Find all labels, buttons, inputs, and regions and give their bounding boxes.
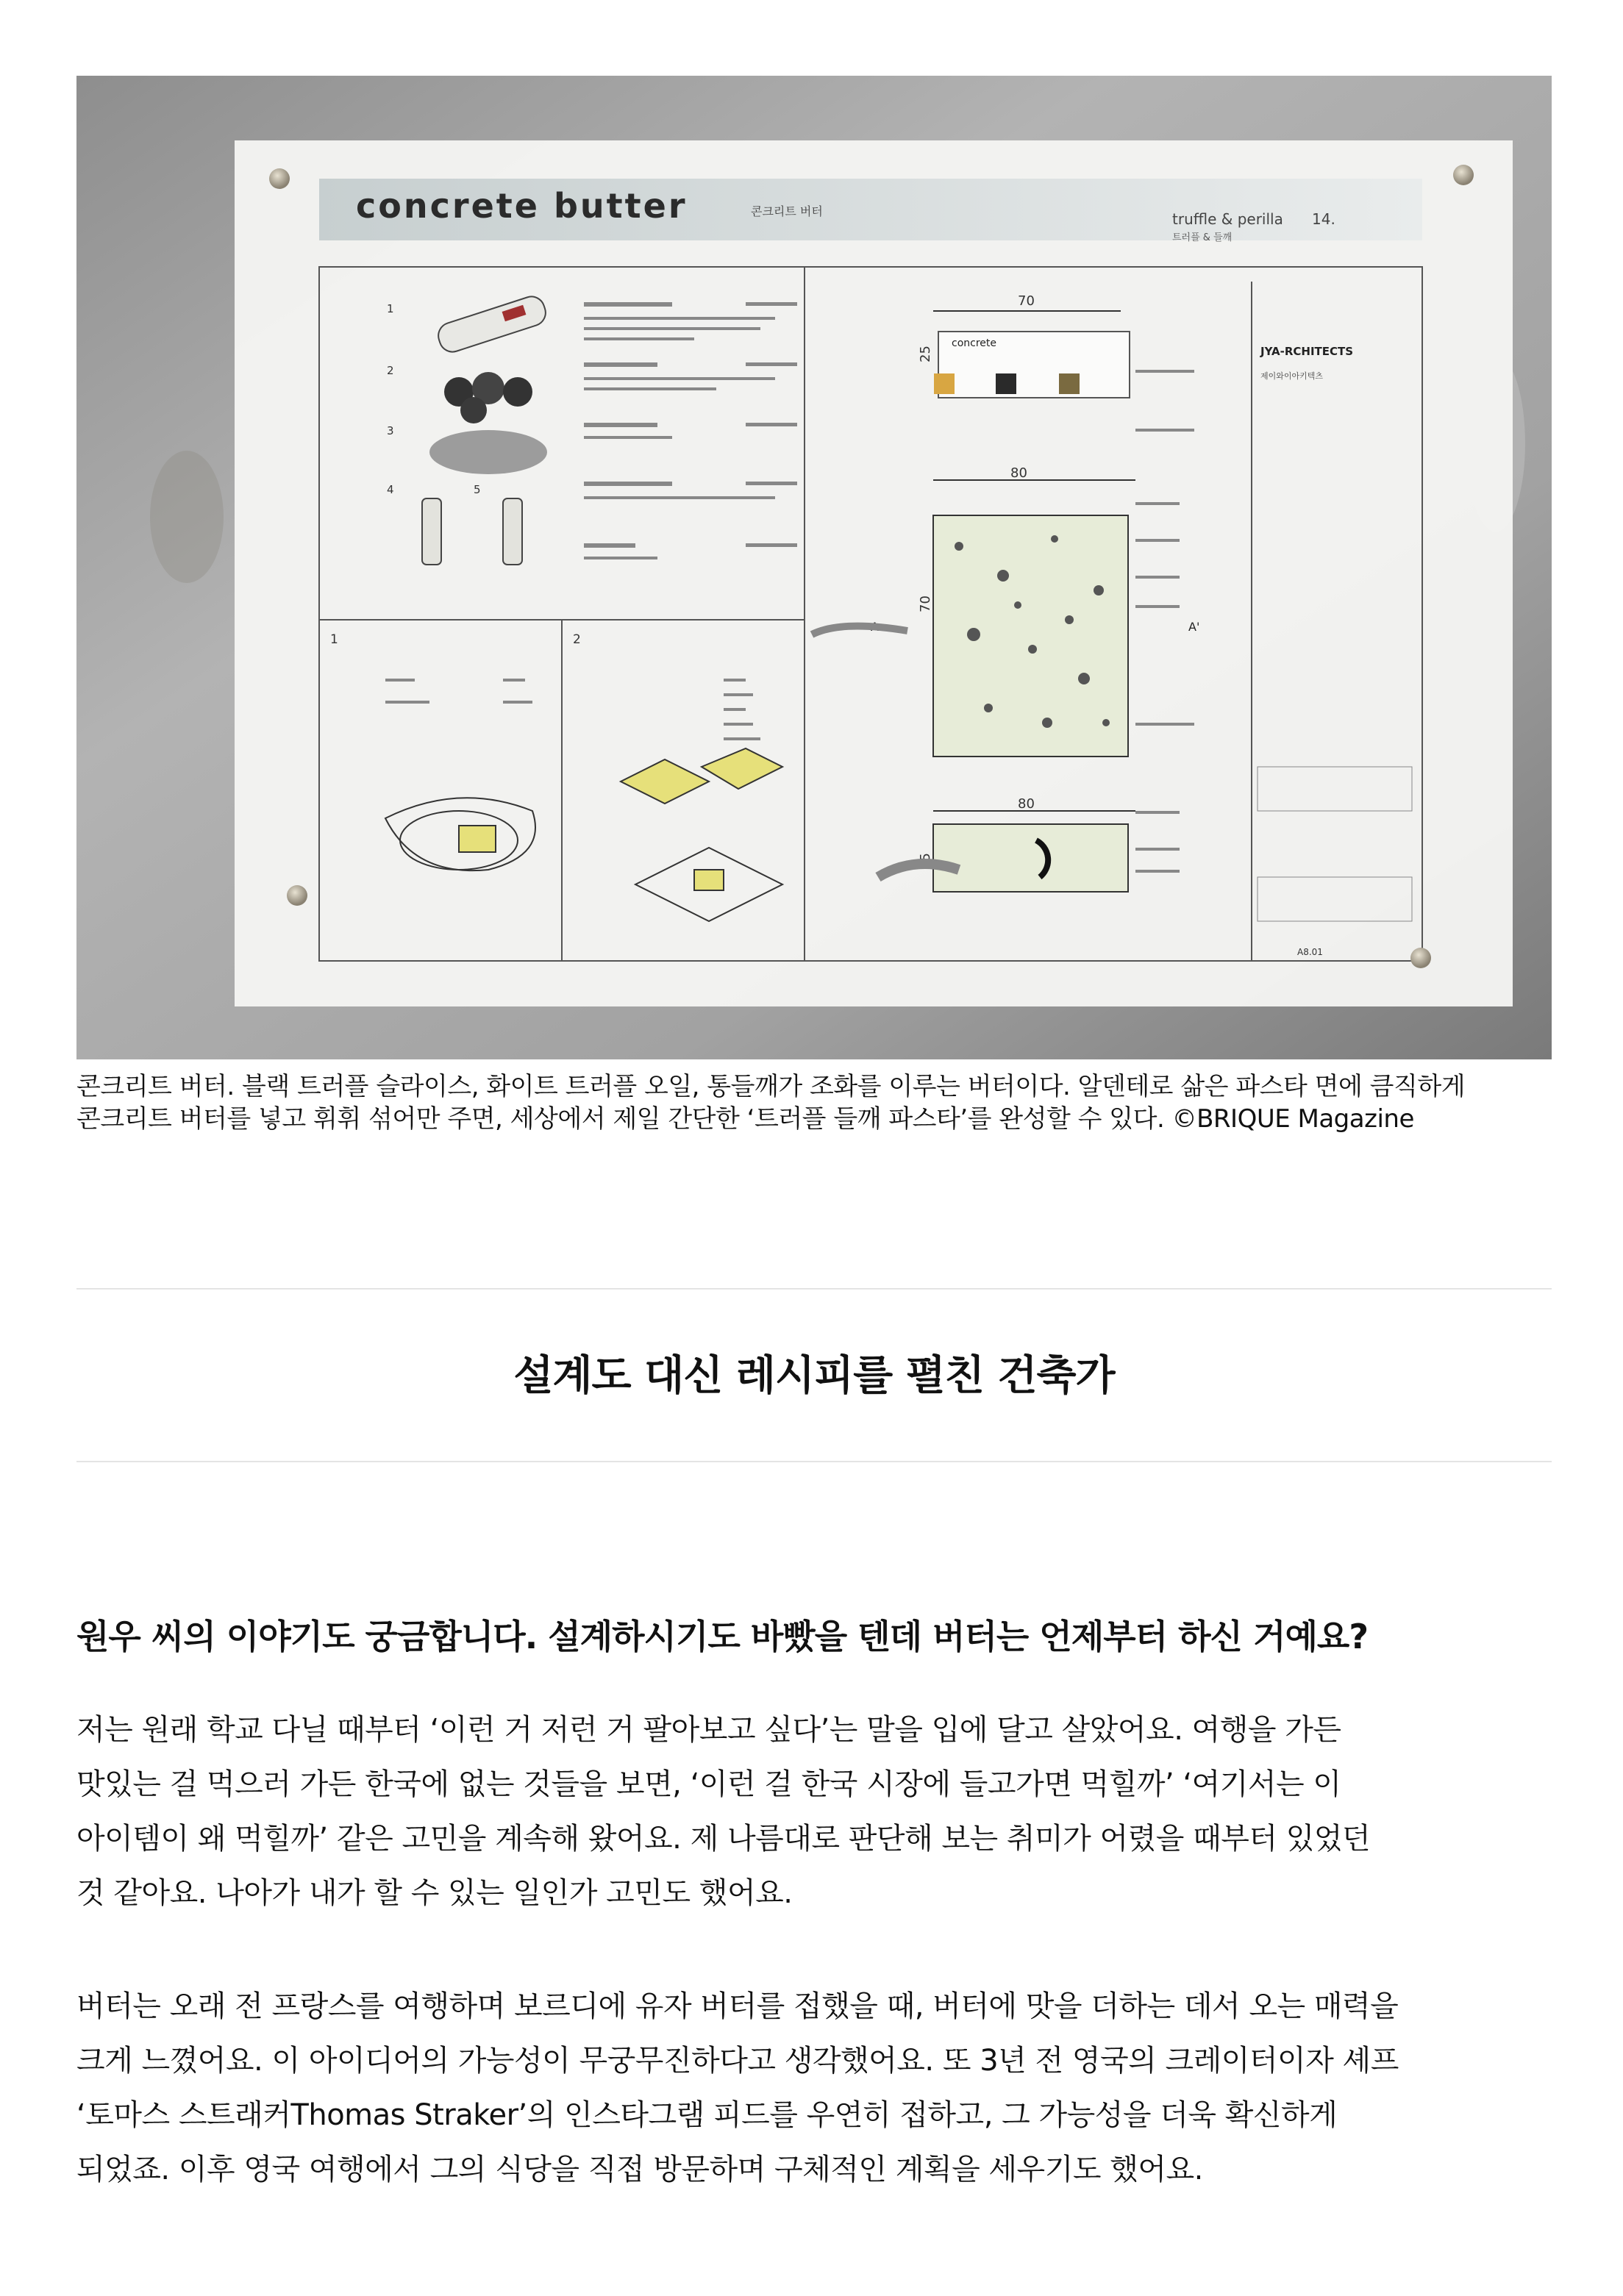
board-header-right: truffle & perilla — [1172, 210, 1283, 228]
answer-2-line: 버터는 오래 전 프랑스를 여행하며 보르디에 유자 버터를 접했을 때, 버터에 맛을 더하는 데서 오는 매력을 — [76, 1989, 1399, 2023]
block-label: concrete — [952, 337, 996, 349]
divider-bottom — [76, 1461, 1552, 1462]
step-1: 1 — [387, 302, 394, 315]
answer-1-line: 맛있는 걸 먹으러 가든 한국에 없는 것들을 보면, ‘이런 걸 한국 시장에 들고가면 먹힐까’ ‘여기서는 이 — [76, 1767, 1341, 1801]
dim-80-b: 80 — [1018, 796, 1035, 812]
answer-2-line: 크게 느꼈어요. 이 아이디어의 가능성이 무궁무진하다고 생각했어요. 또 3년 전 영국의 크레이터이자 셰프 — [76, 2044, 1399, 2078]
step-4: 4 — [387, 483, 394, 496]
board-id: A8.01 — [1297, 947, 1323, 957]
architects-ko: 제이와이아키텍츠 — [1260, 371, 1324, 381]
board-title: concrete butter — [356, 186, 688, 226]
answer-2-line: ‘토마스 스트래커Thomas Straker’의 인스타그램 피드를 우연히 접하고, 그 가능성을 더욱 확신하게 — [76, 2098, 1338, 2132]
section-title: 설계도 대신 레시피를 펼친 건축가 — [513, 1352, 1115, 1400]
panel-1: 1 — [330, 632, 338, 647]
answer-1-line: 저는 원래 학교 다닐 때부터 ‘이런 거 저런 거 팔아보고 싶다’는 말을 입에 달고 살았어요. 여행을 가든 — [76, 1713, 1341, 1747]
answer-2-line: 되었죠. 이후 영국 여행에서 그의 식당을 직접 방문하며 구체적인 계획을 세우기도 했어요. — [76, 2153, 1203, 2186]
dim-25-a: 25 — [918, 346, 933, 362]
dim-70: 70 — [1018, 293, 1035, 309]
architects-title: JYA-RCHITECTS — [1260, 345, 1354, 358]
interview-question: 원우 씨의 이야기도 궁금합니다. 설계하시기도 바빴을 텐데 버터는 언제부터 하신 거예요? — [76, 1617, 1369, 1656]
step-3: 3 — [387, 424, 394, 437]
article-photo — [76, 76, 1552, 1059]
section-a: A — [871, 620, 879, 634]
divider-top — [76, 1288, 1552, 1290]
caption-line-2: 콘크리트 버터를 넣고 휘휘 섞어만 주면, 세상에서 제일 간단한 ‘트러플 들깨 파스타’를 완성할 수 있다. ©BRIQUE Magazine — [76, 1104, 1414, 1134]
answer-1-line: 아이템이 왜 먹힐까’ 같은 고민을 계속해 왔어요. 제 나름대로 판단해 보는 취미가 어렸을 때부터 있었던 — [76, 1822, 1371, 1856]
photo-caption — [76, 1070, 1552, 1135]
board-number: 14. — [1312, 210, 1335, 228]
section-a-prime: A' — [1188, 620, 1200, 634]
caption-line-1: 콘크리트 버터. 블랙 트러플 슬라이스, 화이트 트러플 오일, 통들깨가 조화를 이루는 버터이다. 알덴테로 삶은 파스타 면에 큼직하게 — [76, 1072, 1466, 1101]
dim-70-side: 70 — [918, 596, 933, 612]
panel-2: 2 — [573, 632, 581, 647]
answer-paragraph-2 — [76, 1979, 1552, 2197]
board-title-ko: 콘크리트 버터 — [751, 204, 823, 218]
answer-paragraph-1 — [76, 1703, 1552, 1920]
answer-1-line: 것 같아요. 나아가 내가 할 수 있는 일인가 고민도 했어요. — [76, 1876, 793, 1910]
step-2: 2 — [387, 364, 394, 377]
dim-25-b: 25 — [918, 853, 933, 870]
dim-80-a: 80 — [1010, 465, 1027, 481]
step-5: 5 — [474, 483, 481, 496]
board-header-ko: 트러플 & 들깨 — [1172, 232, 1233, 243]
